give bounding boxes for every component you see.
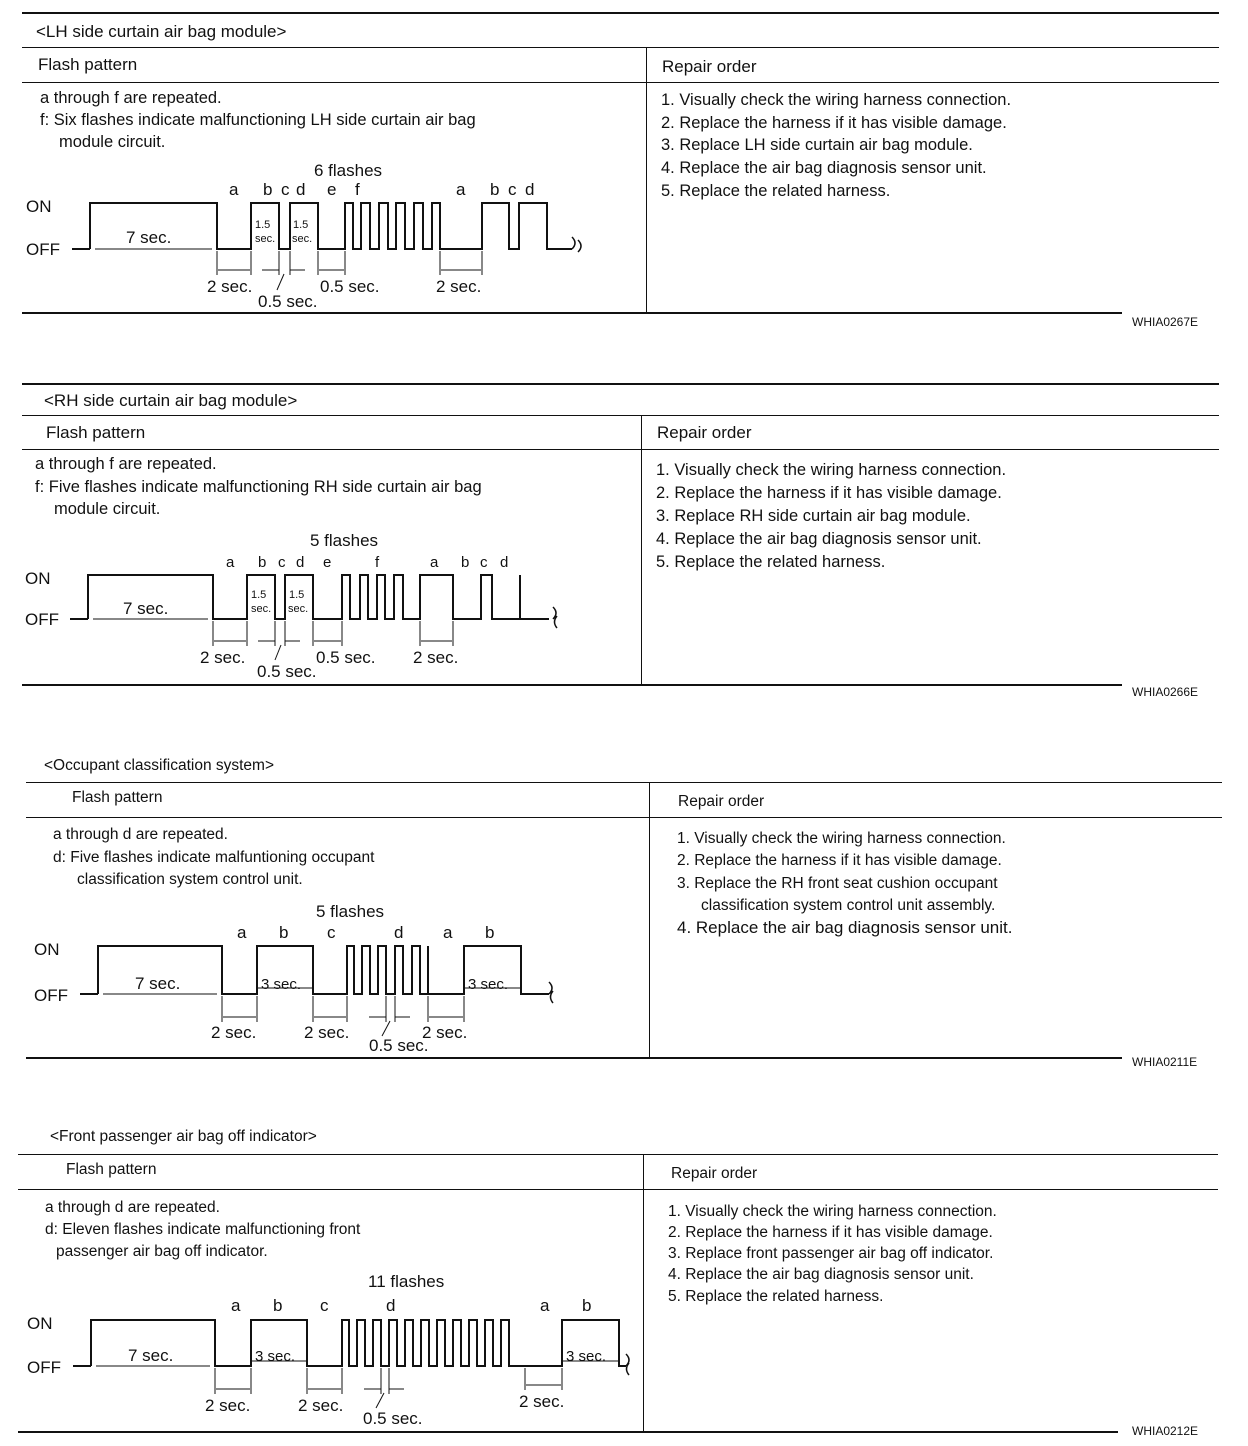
duration-label: 1.5 <box>293 219 309 231</box>
flash-pattern-line: module circuit. <box>54 500 161 518</box>
phase-letter: a <box>430 554 439 571</box>
repair-step: 4. Replace the air bag diagnosis sensor unit. <box>656 530 982 548</box>
section-title: <Occupant classification system> <box>44 757 275 774</box>
on-label: ON <box>26 197 52 216</box>
duration-label: 7 sec. <box>123 599 169 618</box>
phase-letter: b <box>582 1296 592 1315</box>
phase-letter: c <box>327 923 336 942</box>
flash-pattern-line: classification system control unit. <box>77 871 303 888</box>
flash-timing-diagram <box>0 1265 640 1435</box>
duration-label: 2 sec. <box>422 1023 468 1042</box>
repair-step: 5. Replace the related harness. <box>661 182 891 200</box>
phase-letter: b <box>258 554 267 571</box>
off-label: OFF <box>27 1358 61 1377</box>
phase-letter: b <box>490 180 500 199</box>
duration-label: 1.5 <box>251 589 267 601</box>
flash-pattern-line: a through d are repeated. <box>45 1199 220 1216</box>
repair-step: 3. Replace front passenger air bag off indicator. <box>668 1245 994 1262</box>
phase-letter: d <box>525 180 535 199</box>
flash-timing-diagram <box>0 520 640 685</box>
repair-step: 1. Visually check the wiring harness connection. <box>661 91 1012 109</box>
flash-pattern-line: d: Eleven flashes indicate malfunctioning front <box>45 1221 361 1238</box>
on-label: ON <box>27 1314 53 1333</box>
duration-label: 0.5 sec. <box>369 1036 429 1055</box>
flashes-label: 5 flashes <box>316 902 385 921</box>
repair-step: 4. Replace the air bag diagnosis sensor unit. <box>677 918 1013 937</box>
flash-timing-diagram <box>0 150 640 315</box>
phase-letter: c <box>508 180 517 199</box>
duration-label: 2 sec. <box>211 1023 257 1042</box>
phase-letter: d <box>296 180 306 199</box>
phase-letter: b <box>273 1296 283 1315</box>
repair-step: classification system control unit assembly. <box>701 897 996 914</box>
repair-step: 1. Visually check the wiring harness connection. <box>668 1203 997 1220</box>
repair-step: 5. Replace the related harness. <box>656 553 886 571</box>
duration-label: 2 sec. <box>205 1396 251 1415</box>
phase-letter: b <box>461 554 470 571</box>
section-title: <LH side curtain air bag module> <box>36 22 287 41</box>
phase-letter: a <box>443 923 453 942</box>
duration-label: 0.5 sec. <box>258 292 318 311</box>
flash-pattern-line: f: Six flashes indicate malfunctioning LH side curtain air bag <box>40 111 476 129</box>
duration-label: 2 sec. <box>304 1023 350 1042</box>
repair-step: 3. Replace RH side curtain air bag module. <box>656 507 971 525</box>
duration-label: 2 sec. <box>519 1392 565 1411</box>
repair-step: 3. Replace LH side curtain air bag module. <box>661 136 973 154</box>
repair-step: 2. Replace the harness if it has visible damage. <box>661 114 1007 132</box>
phase-letter: d <box>394 923 404 942</box>
flash-pattern-line: a through f are repeated. <box>40 89 222 107</box>
on-label: ON <box>34 940 60 959</box>
phase-letter: c <box>281 180 290 199</box>
section-title: <Front passenger air bag off indicator> <box>50 1128 317 1145</box>
phase-letter: b <box>263 180 273 199</box>
flash-pattern-header: Flash pattern <box>72 789 163 806</box>
duration-label: sec. <box>251 603 272 615</box>
repair-step: 3. Replace the RH front seat cushion occupant <box>677 875 998 892</box>
flash-pattern-line: f: Five flashes indicate malfunctioning RH side curtain air bag <box>35 478 482 496</box>
duration-label: 2 sec. <box>298 1396 344 1415</box>
on-label: ON <box>25 569 51 588</box>
duration-label: 0.5 sec. <box>257 662 317 681</box>
section-title: <RH side curtain air bag module> <box>44 391 298 410</box>
duration-label: 7 sec. <box>128 1346 174 1365</box>
duration-label: 0.5 sec. <box>316 648 376 667</box>
repair-step: 1. Visually check the wiring harness connection. <box>656 461 1007 479</box>
duration-label: 1.5 <box>255 219 271 231</box>
duration-label: 7 sec. <box>135 974 181 993</box>
duration-label: 3 sec. <box>468 976 509 993</box>
flash-pattern-header: Flash pattern <box>66 1161 157 1178</box>
flash-pattern-line: a through f are repeated. <box>35 455 217 473</box>
off-label: OFF <box>25 610 59 629</box>
phase-letter: e <box>323 554 332 571</box>
duration-label: 2 sec. <box>207 277 253 296</box>
duration-label: 2 sec. <box>413 648 459 667</box>
phase-letter: d <box>296 554 305 571</box>
repair-order-header: Repair order <box>662 57 757 76</box>
flashes-label: 6 flashes <box>314 161 383 180</box>
flash-pattern-line: passenger air bag off indicator. <box>56 1243 268 1260</box>
duration-label: 3 sec. <box>261 976 302 993</box>
phase-letter: a <box>231 1296 241 1315</box>
flash-pattern-line: a through d are repeated. <box>53 826 228 843</box>
phase-letter: e <box>327 180 337 199</box>
duration-label: 2 sec. <box>436 277 482 296</box>
phase-letter: c <box>278 554 286 571</box>
duration-label: 7 sec. <box>126 228 172 247</box>
duration-label: 3 sec. <box>255 1348 296 1365</box>
figure-id: WHIA0211E <box>1132 1055 1198 1069</box>
duration-label: 0.5 sec. <box>320 277 380 296</box>
figure-id: WHIA0212E <box>1132 1424 1199 1438</box>
phase-letter: c <box>480 554 488 571</box>
flash-pattern-header: Flash pattern <box>46 423 146 442</box>
phase-letter: d <box>500 554 509 571</box>
phase-letter: b <box>279 923 289 942</box>
phase-letter: a <box>456 180 466 199</box>
figure-id: WHIA0266E <box>1132 685 1199 699</box>
duration-label: sec. <box>288 603 309 615</box>
flash-pattern-line: d: Five flashes indicate malfuntioning occupant <box>53 849 375 866</box>
flash-pattern-header: Flash pattern <box>38 55 138 74</box>
repair-step: 4. Replace the air bag diagnosis sensor unit. <box>668 1266 974 1283</box>
phase-letter: f <box>355 180 360 199</box>
off-label: OFF <box>26 240 60 259</box>
flash-pattern-line: module circuit. <box>59 133 166 151</box>
repair-step: 5. Replace the related harness. <box>668 1288 884 1305</box>
figure-id: WHIA0267E <box>1132 315 1199 329</box>
duration-label: sec. <box>292 233 313 245</box>
duration-label: 3 sec. <box>566 1348 607 1365</box>
repair-step: 2. Replace the harness if it has visible damage. <box>668 1224 993 1241</box>
phase-letter: f <box>375 554 380 571</box>
repair-order-header: Repair order <box>657 423 752 442</box>
flashes-label: 11 flashes <box>368 1272 445 1291</box>
phase-letter: a <box>540 1296 550 1315</box>
phase-letter: c <box>320 1296 329 1315</box>
duration-label: 0.5 sec. <box>363 1409 423 1428</box>
phase-letter: a <box>229 180 239 199</box>
repair-step: 2. Replace the harness if it has visible damage. <box>677 852 1002 869</box>
off-label: OFF <box>34 986 68 1005</box>
duration-label: sec. <box>255 233 276 245</box>
duration-label: 2 sec. <box>200 648 246 667</box>
repair-order-header: Repair order <box>671 1165 758 1182</box>
phase-letter: b <box>485 923 495 942</box>
repair-order-header: Repair order <box>678 793 765 810</box>
phase-letter: d <box>386 1296 396 1315</box>
flashes-label: 5 flashes <box>310 531 379 550</box>
phase-letter: a <box>226 554 235 571</box>
repair-step: 4. Replace the air bag diagnosis sensor unit. <box>661 159 987 177</box>
phase-letter: a <box>237 923 247 942</box>
repair-step: 2. Replace the harness if it has visible damage. <box>656 484 1002 502</box>
repair-step: 1. Visually check the wiring harness connection. <box>677 830 1006 847</box>
flash-timing-diagram <box>0 890 640 1055</box>
duration-label: 1.5 <box>289 589 305 601</box>
